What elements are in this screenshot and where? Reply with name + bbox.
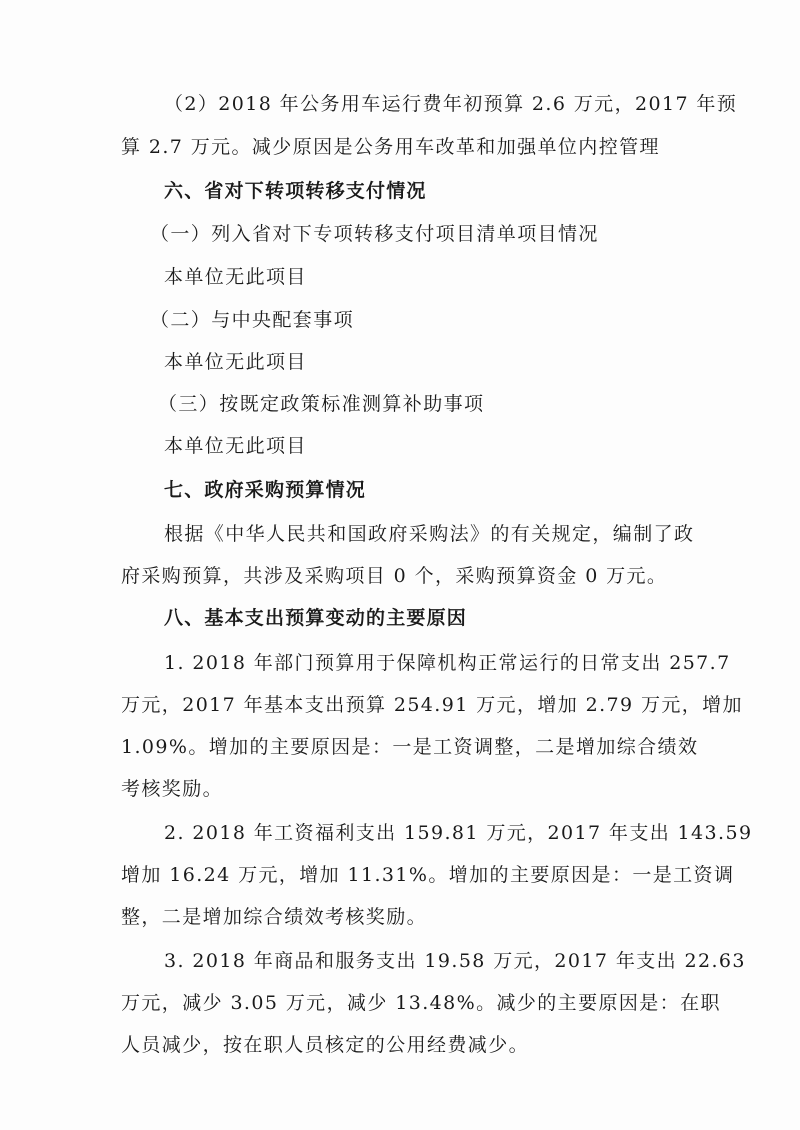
paragraph-line: 增加 16.24 万元，增加 11.31%。增加的主要原因是：一是工资调 <box>121 864 735 886</box>
section-heading: 六、省对下转项转移支付情况 <box>164 180 427 202</box>
paragraph-line: 2. 2018 年工资福利支出 159.81 万元，2017 年支出 143.59 <box>164 822 753 844</box>
paragraph-line: 考核奖励。 <box>121 778 224 800</box>
paragraph-line: 3. 2018 年商品和服务支出 19.58 万元，2017 年支出 22.63 <box>164 950 746 972</box>
section-heading: 七、政府采购预算情况 <box>164 479 367 501</box>
paragraph-line: 本单位无此项目 <box>164 351 307 373</box>
section-heading: 八、基本支出预算变动的主要原因 <box>164 607 468 629</box>
paragraph-line: 整，二是增加综合绩效考核奖励。 <box>121 906 428 928</box>
paragraph-line: 万元，2017 年基本支出预算 254.91 万元，增加 2.79 万元，增加 <box>121 694 743 716</box>
paragraph-line: 本单位无此项目 <box>164 435 307 457</box>
subsection-heading: （二）与中央配套事项 <box>150 309 355 331</box>
paragraph-line: 1.09%。增加的主要原因是：一是工资调整，二是增加综合绩效 <box>121 736 699 758</box>
paragraph-line: （2）2018 年公务用车运行费年初预算 2.6 万元，2017 年预 <box>164 93 738 115</box>
paragraph-line: 万元，减少 3.05 万元，减少 13.48%。减少的主要原因是：在职 <box>121 992 721 1014</box>
paragraph-line: 算 2.7 万元。减少原因是公务用车改革和加强单位内控管理 <box>121 136 660 158</box>
paragraph-line: 人员减少，按在职人员核定的公用经费减少。 <box>121 1034 530 1056</box>
subsection-heading: （一）列入省对下专项转移支付项目清单项目情况 <box>150 223 599 245</box>
paragraph-line: 根据《中华人民共和国政府采购法》的有关规定，编制了政 <box>164 523 695 545</box>
paragraph-line: 府采购预算，共涉及采购项目 0 个，采购预算资金 0 万元。 <box>121 565 668 587</box>
subsection-heading: （三）按既定政策标准测算补助事项 <box>158 393 485 415</box>
paragraph-line: 1. 2018 年部门预算用于保障机构正常运行的日常支出 257.7 <box>164 652 731 674</box>
paragraph-line: 本单位无此项目 <box>164 266 307 288</box>
